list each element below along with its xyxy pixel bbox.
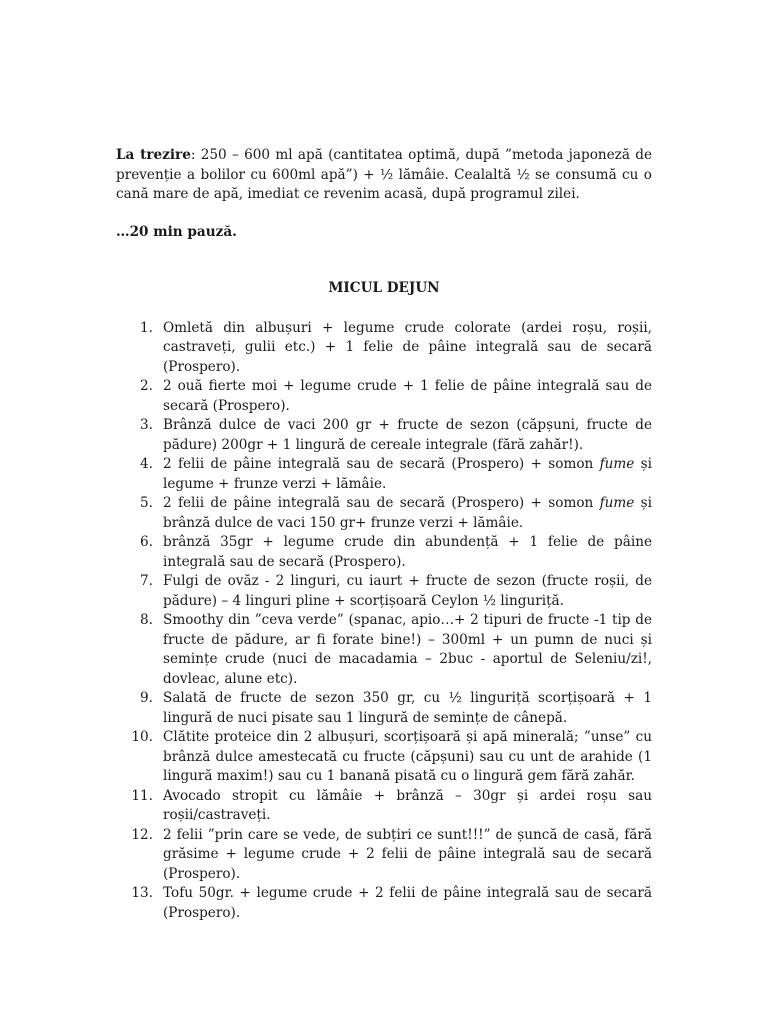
item-text-before: 2 felii de pâine integrală sau de secară (Prospero) + somon xyxy=(163,456,600,472)
list-item xyxy=(116,689,652,728)
item-number: 10. xyxy=(131,729,153,745)
list-item xyxy=(116,826,652,885)
list-item xyxy=(116,572,652,611)
item-text-italic: fume xyxy=(599,495,635,511)
item-text-after: și brânză dulce de vaci 150 gr+ frunze verzi + lămâie. xyxy=(163,495,652,531)
item-text-after: și legume + frunze verzi + lămâie. xyxy=(163,456,652,492)
item-number: 4. xyxy=(140,456,153,472)
list-item xyxy=(116,533,652,572)
intro-label: La trezire xyxy=(116,147,191,163)
intro-paragraph xyxy=(116,146,652,205)
list-item xyxy=(116,884,652,923)
intro-text: : 250 – 600 ml apă (cantitatea optimă, după ”metoda japoneză de prevenție a bolilor cu 600ml apă”) + ½ lămâie. Cealaltă ½ se consumă cu o cană mare de apă, imediat ce revenim acasă, după programul zilei. xyxy=(116,147,652,202)
item-text: brânză 35gr + legume crude din abundență + 1 felie de pâine integrală sau de secară (Prospero). xyxy=(163,534,652,570)
list-item xyxy=(116,416,652,455)
pause-note: …20 min pauză. xyxy=(116,223,237,240)
item-text-italic: fume xyxy=(599,456,635,472)
list-item xyxy=(116,728,652,787)
item-number: 6. xyxy=(140,534,153,550)
item-text xyxy=(163,455,652,494)
document-page xyxy=(116,146,652,923)
section-title: MICUL DEJUN xyxy=(328,280,440,296)
item-number: 8. xyxy=(140,612,153,628)
item-number: 5. xyxy=(140,495,153,511)
item-number: 13. xyxy=(131,885,153,901)
item-number: 3. xyxy=(140,417,153,433)
item-text: Omletă din albușuri + legume crude colorate (ardei roșu, roșii, castraveți, gulii etc.) + 1 felie de pâine integrală sau de secară (Prospero). xyxy=(163,319,652,375)
list-item xyxy=(116,611,652,689)
item-number: 12. xyxy=(131,826,153,843)
item-number: 11. xyxy=(131,787,153,804)
item-number: 7. xyxy=(140,573,153,589)
list-item xyxy=(116,455,652,494)
item-text: Avocado stropit cu lămâie + brânză – 30gr și ardei roșu sau roșii/castraveți. xyxy=(163,787,652,823)
item-text: Salată de fructe de sezon 350 gr, cu ½ linguriță scorțișoară + 1 lingură de nuci pisate sau 1 lingură de semințe de cânepă. xyxy=(163,690,652,726)
item-text-before: 2 felii de pâine integrală sau de secară (Prospero) + somon xyxy=(163,495,600,511)
item-text: 2 felii ”prin care se vede, de subțiri ce sunt!!!” de șuncă de casă, fără grăsime + legume crude + 2 felii de pâine integrală sau de secară (Prospero). xyxy=(163,826,652,882)
item-number: 2. xyxy=(140,378,153,394)
list-item xyxy=(116,319,652,378)
item-text: Fulgi de ovăz - 2 linguri, cu iaurt + fructe de sezon (fructe roșii, de pădure) – 4 linguri pline + scorțișoară Ceylon ½ linguriță. xyxy=(163,573,652,609)
item-text: Clătite proteice din 2 albușuri, scorțișoară și apă minerală; ”unse” cu brânză dulce amestecată cu fructe (căpșuni) sau cu unt de arahide (1 lingură maxim!) sau cu 1 banană pisată cu o lingură gem fără zahăr. xyxy=(163,729,652,784)
list-item xyxy=(116,494,652,533)
breakfast-list xyxy=(116,319,652,924)
list-item xyxy=(116,377,652,416)
list-item xyxy=(116,787,652,826)
item-text xyxy=(163,494,652,533)
item-number: 1. xyxy=(140,319,153,336)
item-text: Brânză dulce de vaci 200 gr + fructe de sezon (căpșuni, fructe de pădure) 200gr + 1 lingură de cereale integrale (fără zahăr!). xyxy=(163,417,652,453)
item-number: 9. xyxy=(140,690,153,706)
item-text: Tofu 50gr. + legume crude + 2 felii de pâine integrală sau de secară (Prospero). xyxy=(163,885,652,921)
item-text: 2 ouă fierte moi + legume crude + 1 felie de pâine integrală sau de secară (Prospero). xyxy=(163,378,652,414)
item-text: Smoothy din ”ceva verde” (spanac, apio…+ 2 tipuri de fructe -1 tip de fructe de pădure, ar fi forate bine!) – 300ml + un pumn de nuci și semințe crude (nuci de macadamia – 2buc - aportul de Seleniu/zi!, dovleac, alune etc). xyxy=(163,612,652,687)
